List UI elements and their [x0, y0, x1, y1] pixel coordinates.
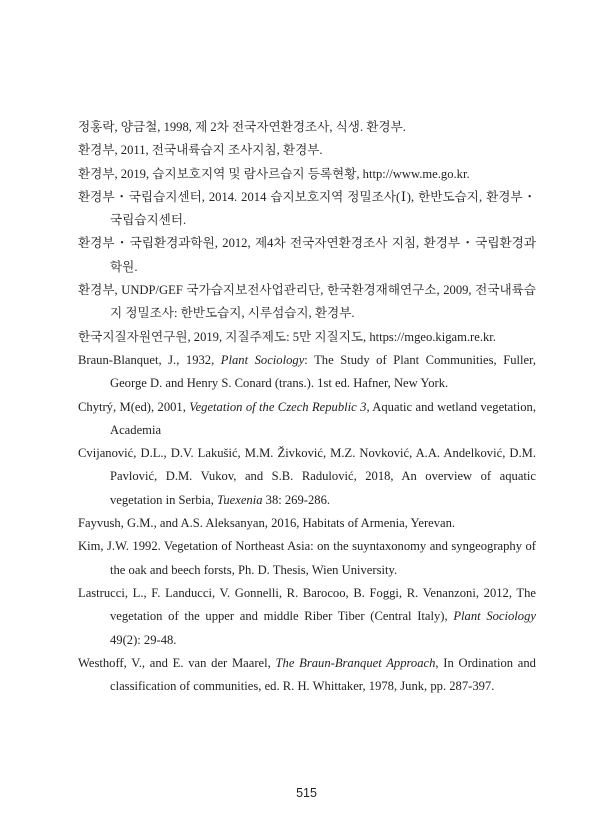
reference-entry: [78, 512, 536, 535]
reference-text: : The Study of Plant Communities, Fuller, George D. and Henry S. Conard (trans.). 1st ed. Hafner, New York.: [110, 352, 536, 391]
reference-title-italic: Plant Sociology: [220, 352, 305, 367]
reference-text: Cvijanović, D.L., D.V. Lakušić, M.M. Živković, M.Z. Novković, A.A. Andelković, D.M. Pavlović, D.M. Vukov, and S.B. Radulović, 2018, An overview of aquatic vegetation in Serbia,: [78, 446, 536, 507]
reference-text: , Aquatic and wetland vegetation, Academia: [110, 399, 536, 437]
reference-text: 정홍락, 양금철, 1998, 제 2차 전국자연환경조사, 식생. 환경부.: [78, 120, 406, 134]
reference-entry: [78, 232, 536, 279]
reference-entry: [78, 652, 536, 699]
reference-entry: [78, 279, 536, 326]
reference-text: 환경부・국립습지센터, 2014. 2014 습지보호지역 정밀조사(Ⅰ), 한반도습지, 환경부・국립습지센터.: [78, 189, 536, 228]
reference-text: 38: 269-286.: [262, 492, 331, 507]
reference-text: 환경부・국립환경과학원, 2012, 제4차 전국자연환경조사 지침, 환경부・국립환경과학원.: [78, 236, 536, 274]
reference-entry: [78, 349, 536, 396]
reference-text: Kim, J.W. 1992. Vegetation of Northeast Asia: on the suyntaxonomy and syngeography of the oak and beech forsts, Ph. D. Thesis, Wien University.: [78, 539, 536, 577]
reference-text: 한국지질자원연구원, 2019, 지질주제도: 5만 지질지도, https://mgeo.kigam.re.kr.: [78, 329, 496, 344]
reference-text: Fayvush, G.M., and A.S. Aleksanyan, 2016, Habitats of Armenia, Yerevan.: [78, 516, 456, 531]
reference-entry: [78, 582, 536, 652]
reference-entry: [78, 139, 536, 162]
reference-entry: [78, 535, 536, 582]
reference-text: 환경부, 2019, 습지보호지역 및 람사르습지 등록현황, http://www.me.go.kr.: [78, 166, 470, 181]
reference-entry: [78, 326, 536, 349]
reference-entry: [78, 116, 536, 139]
reference-entry: [78, 186, 536, 233]
reference-entry: [78, 396, 536, 443]
reference-text: Chytrý, M(ed), 2001,: [78, 399, 190, 414]
reference-text: Lastrucci, L., F. Landucci, V. Gonnelli, R. Barocoo, B. Foggi, R. Venanzoni, 2012, The vegetation of the upper and middle Riber Tiber (Central Italy),: [78, 585, 536, 624]
reference-text: 환경부, 2011, 전국내륙습지 조사지침, 환경부.: [78, 143, 323, 158]
reference-text: Braun-Blanquet, J., 1932,: [78, 352, 221, 367]
reference-entry: [78, 442, 536, 512]
reference-entry: [78, 163, 536, 186]
reference-title-italic: The Braun-Branquet Approach: [275, 655, 436, 670]
reference-text: 환경부, UNDP/GEF 국가습지보전사업관리단, 한국환경재해연구소, 2009, 전국내륙습지 정밀조사: 한반도습지, 시루섬습지, 환경부.: [78, 283, 536, 321]
reference-text: , In Ordination and classification of communities, ed. R. H. Whittaker, 1978, Junk, pp. 287-397.: [110, 655, 536, 694]
reference-text: Westhoff, V., and E. van der Maarel,: [78, 655, 276, 670]
reference-title-italic: Vegetation of the Czech Republic 3: [189, 399, 367, 414]
reference-list: [78, 116, 536, 698]
reference-title-italic: Tuexenia: [217, 492, 263, 507]
page-number: 515: [296, 786, 317, 800]
reference-title-italic: Plant Sociology: [453, 609, 536, 624]
reference-text: 49(2): 29-48.: [110, 632, 177, 647]
